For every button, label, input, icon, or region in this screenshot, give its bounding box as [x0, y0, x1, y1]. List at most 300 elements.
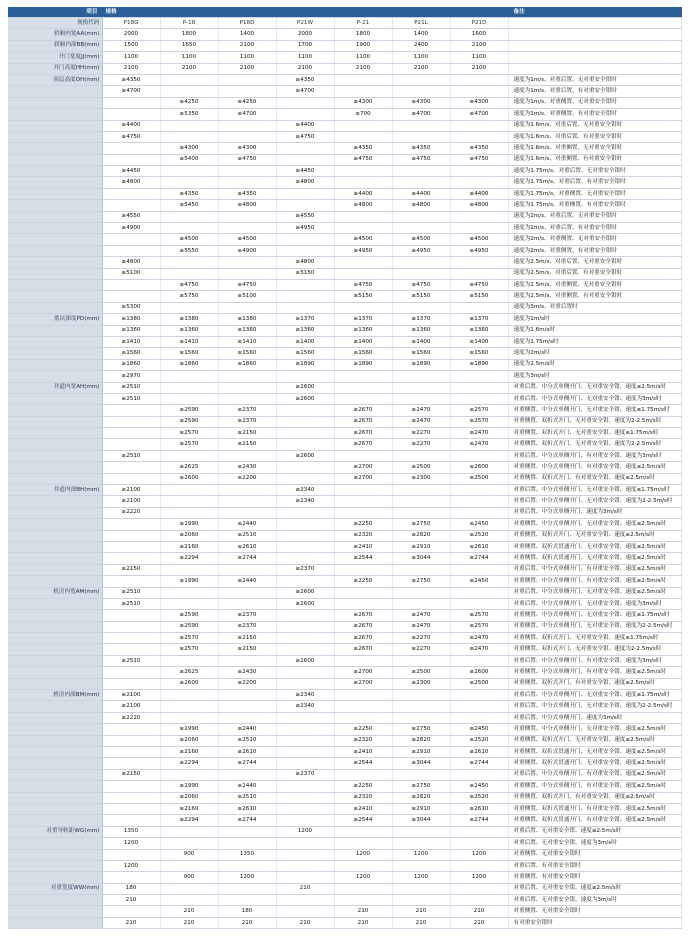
value-cell: [276, 530, 334, 541]
value-cell: 1200: [218, 872, 276, 883]
row-label: [8, 359, 102, 370]
value-cell: ≥2470: [392, 416, 450, 427]
value-cell: ≥2294: [160, 815, 218, 826]
value-cell: 1800: [334, 29, 392, 40]
value-cell: ≥4800: [392, 200, 450, 211]
value-cell: [276, 405, 334, 416]
note-cell: 对重后置、中分式单侧开门、有对重安全钳、速度≤2.5m/s时: [508, 769, 681, 780]
value-cell: ≥2150: [218, 644, 276, 655]
table-row: [8, 348, 681, 359]
value-cell: [450, 485, 508, 496]
header-spec-cell: 规格: [102, 7, 508, 18]
value-cell: ≥1370: [276, 314, 334, 325]
value-cell: 1400: [392, 29, 450, 40]
value-cell: ≥2470: [450, 439, 508, 450]
table-row: [8, 667, 681, 678]
value-cell: [276, 849, 334, 860]
value-cell: ≥2410: [334, 541, 392, 552]
value-cell: [334, 120, 392, 131]
value-cell: 900: [160, 872, 218, 883]
row-label: [8, 838, 102, 849]
value-cell: [392, 177, 450, 188]
value-cell: ≥1370: [334, 314, 392, 325]
value-cell: [334, 450, 392, 461]
model-code-cell: P18G: [102, 18, 160, 29]
note-cell: 对重侧置、无对重安全钳时: [508, 849, 681, 860]
note-cell: 速度为1.75m/s、对重后置、有对重安全钳时: [508, 177, 681, 188]
value-cell: ≥2410: [334, 747, 392, 758]
header-note-cell: 备注: [508, 7, 681, 18]
value-cell: ≥5550: [160, 245, 218, 256]
note-cell: 速度为1.75m/s、对重侧置、有对重安全钳时: [508, 200, 681, 211]
value-cell: [218, 838, 276, 849]
table-row: [8, 325, 681, 336]
value-cell: [160, 769, 218, 780]
value-cell: 210: [276, 917, 334, 928]
note-cell: 对重侧置、双折式开门、无对重安全钳、速度≤1.75m/s时: [508, 428, 681, 439]
value-cell: [102, 815, 160, 826]
note-cell: 对重侧置、双折式贯通开门、有对重安全钳、速度≤2.5m/s时: [508, 803, 681, 814]
value-cell: ≥4950: [334, 245, 392, 256]
value-cell: ≥2820: [392, 735, 450, 746]
value-cell: ≥4900: [102, 223, 160, 234]
table-row: [8, 849, 681, 860]
value-cell: [276, 439, 334, 450]
note-cell: 对重侧置、有对重安全钳时: [508, 872, 681, 883]
row-label: [8, 245, 102, 256]
value-cell: ≥1380: [160, 314, 218, 325]
value-cell: ≥2370: [218, 610, 276, 621]
value-cell: [450, 712, 508, 723]
value-cell: ≥1360: [450, 325, 508, 336]
value-cell: ≥4750: [276, 131, 334, 142]
value-cell: ≥4700: [218, 109, 276, 120]
note-cell: 速度为2m/s、对重侧置、有对重安全钳时: [508, 245, 681, 256]
note-cell: 对重后置、中分式单侧开门、无对重安全钳、速度≤1.75m/s时: [508, 690, 681, 701]
row-label: 顶层高度OH(mm): [8, 74, 102, 85]
value-cell: ≥2440: [218, 576, 276, 587]
value-cell: ≥2570: [160, 633, 218, 644]
row-label: [8, 496, 102, 507]
value-cell: [218, 257, 276, 268]
value-cell: ≥2500: [450, 473, 508, 484]
value-cell: ≥1560: [334, 348, 392, 359]
value-cell: 1200: [450, 849, 508, 860]
value-cell: [276, 712, 334, 723]
note-cell: 对重后置、中分式单侧开门、无对重安全钳、速度≤2.5m/s时: [508, 382, 681, 393]
value-cell: [276, 416, 334, 427]
value-cell: [102, 416, 160, 427]
table-row: [8, 758, 681, 769]
value-cell: [160, 496, 218, 507]
value-cell: [102, 633, 160, 644]
value-cell: 1350: [218, 849, 276, 860]
row-label: 底坑深度PD(mm): [8, 314, 102, 325]
note-cell: 对重侧置、中分式单侧开门、无对重安全钳、速度≤1.75m/s时: [508, 405, 681, 416]
row-label: [8, 268, 102, 279]
model-code-cell: P21L: [392, 18, 450, 29]
value-cell: [450, 120, 508, 131]
value-cell: [102, 428, 160, 439]
value-cell: ≥1370: [450, 314, 508, 325]
value-cell: 1100: [160, 52, 218, 63]
value-cell: [334, 223, 392, 234]
value-cell: [276, 781, 334, 792]
value-cell: [102, 234, 160, 245]
table-row: [8, 724, 681, 735]
value-cell: [392, 166, 450, 177]
value-cell: [218, 223, 276, 234]
value-cell: [392, 507, 450, 518]
row-label: [8, 200, 102, 211]
value-cell: [392, 496, 450, 507]
value-cell: ≥1360: [392, 325, 450, 336]
note-cell: 对重侧置、中分式单侧开门、有对重安全钳、速度≤2.5m/s时: [508, 781, 681, 792]
value-cell: ≥2060: [160, 792, 218, 803]
value-cell: ≥5300: [102, 302, 160, 313]
value-cell: [160, 302, 218, 313]
value-cell: [276, 553, 334, 564]
value-cell: ≥2150: [218, 633, 276, 644]
value-cell: ≥2570: [450, 610, 508, 621]
value-cell: ≥2410: [334, 803, 392, 814]
table-row: [8, 439, 681, 450]
value-cell: ≥1990: [160, 724, 218, 735]
row-label: [8, 644, 102, 655]
value-cell: [392, 701, 450, 712]
value-cell: ≥2670: [334, 428, 392, 439]
value-cell: [392, 690, 450, 701]
value-cell: [218, 655, 276, 666]
value-cell: [334, 655, 392, 666]
value-cell: [218, 485, 276, 496]
value-cell: ≥2250: [334, 781, 392, 792]
value-cell: ≥4700: [392, 109, 450, 120]
value-cell: [218, 120, 276, 131]
row-label: 井道内深BH(mm): [8, 485, 102, 496]
value-cell: [334, 838, 392, 849]
note-cell: 对重侧置、双折式开门、有对重安全钳、速度≤2.5m/s时: [508, 473, 681, 484]
note-cell: 速度为1.75m/s、对重后置、无对重安全钳时: [508, 166, 681, 177]
note-cell: 速度为1m/s、对重后置、无对重安全钳时: [508, 74, 681, 85]
value-cell: [160, 838, 218, 849]
row-label: [8, 803, 102, 814]
value-cell: ≥2544: [334, 815, 392, 826]
value-cell: ≥2150: [102, 769, 160, 780]
value-cell: ≥2610: [450, 541, 508, 552]
value-cell: [450, 177, 508, 188]
row-label: [8, 131, 102, 142]
value-cell: ≥2510: [218, 735, 276, 746]
value-cell: ≥2470: [450, 644, 508, 655]
value-cell: ≥2570: [450, 416, 508, 427]
value-cell: [160, 268, 218, 279]
note-cell: 速度为1.6m/s、对重后置、无对重安全钳时: [508, 120, 681, 131]
value-cell: [276, 302, 334, 313]
value-cell: ≥4750: [160, 279, 218, 290]
value-cell: [392, 302, 450, 313]
value-cell: [102, 803, 160, 814]
value-cell: [334, 883, 392, 894]
value-cell: ≥2520: [450, 735, 508, 746]
value-cell: [276, 906, 334, 917]
row-label: [8, 655, 102, 666]
note-cell: 对重后置、中分式单侧开门、有对重安全钳、速度≤2.5m/s时: [508, 564, 681, 575]
value-cell: [102, 872, 160, 883]
value-cell: 1650: [160, 40, 218, 51]
value-cell: ≥2590: [160, 416, 218, 427]
value-cell: ≥2300: [392, 678, 450, 689]
value-cell: ≥5150: [276, 268, 334, 279]
value-cell: [450, 587, 508, 598]
value-cell: [218, 883, 276, 894]
note-cell: 对重侧置、双折式贯通开门、无对重安全钳、速度≤2.5m/s时: [508, 747, 681, 758]
value-cell: 2100: [392, 63, 450, 74]
value-cell: [392, 598, 450, 609]
value-cell: ≥2250: [334, 576, 392, 587]
row-label: [8, 166, 102, 177]
value-cell: [218, 268, 276, 279]
row-label: [8, 348, 102, 359]
value-cell: [276, 667, 334, 678]
value-cell: 2100: [450, 40, 508, 51]
table-row: [8, 154, 681, 165]
value-cell: 2100: [276, 63, 334, 74]
value-cell: ≥2600: [276, 655, 334, 666]
value-cell: ≥2510: [102, 598, 160, 609]
value-cell: [160, 598, 218, 609]
value-cell: 210: [218, 917, 276, 928]
model-code-row: [8, 18, 681, 29]
value-cell: [450, 860, 508, 871]
table-row: [8, 838, 681, 849]
value-cell: [160, 826, 218, 837]
value-cell: ≥2670: [334, 439, 392, 450]
value-cell: ≥2430: [218, 462, 276, 473]
row-label: [8, 405, 102, 416]
table-row: [8, 257, 681, 268]
table-row: [8, 883, 681, 894]
value-cell: 210: [334, 917, 392, 928]
value-cell: ≥4550: [276, 211, 334, 222]
value-cell: [160, 211, 218, 222]
table-row: [8, 769, 681, 780]
value-cell: ≥2600: [276, 598, 334, 609]
table-row: [8, 587, 681, 598]
value-cell: ≥1360: [334, 325, 392, 336]
note-cell: 对重侧置、中分式单侧开门、无对重安全钳、速度≤1.75m/s时: [508, 610, 681, 621]
value-cell: [160, 485, 218, 496]
value-cell: 1200: [450, 872, 508, 883]
value-cell: ≥2370: [218, 621, 276, 632]
note-cell: 对重侧置、双折式开门、有对重安全钳、速度≤2.5m/s时: [508, 792, 681, 803]
model-code-label: 规格代码: [8, 18, 102, 29]
value-cell: ≥2300: [392, 473, 450, 484]
value-cell: [218, 895, 276, 906]
value-cell: ≥1560: [102, 348, 160, 359]
value-cell: [392, 120, 450, 131]
table-row: [8, 200, 681, 211]
value-cell: [102, 644, 160, 655]
value-cell: ≥2270: [392, 439, 450, 450]
value-cell: ≥2370: [276, 564, 334, 575]
note-cell: 对重侧置、双折式开门、无对重安全钳、速度≤1.75m/s时: [508, 633, 681, 644]
value-cell: ≥4350: [218, 188, 276, 199]
value-cell: ≥2470: [392, 405, 450, 416]
row-label: [8, 462, 102, 473]
value-cell: ≥4400: [450, 188, 508, 199]
value-cell: [334, 587, 392, 598]
note-cell: 对重后置、有对重安全钳时: [508, 860, 681, 871]
value-cell: [392, 564, 450, 575]
row-label: [8, 735, 102, 746]
value-cell: ≥1410: [160, 336, 218, 347]
value-cell: ≥2510: [102, 382, 160, 393]
value-cell: [102, 154, 160, 165]
value-cell: [276, 371, 334, 382]
table-row: [8, 74, 681, 85]
note-cell: 对重后置、中分式单侧开门、速度为3m/s时: [508, 712, 681, 723]
value-cell: [276, 621, 334, 632]
value-cell: ≥2670: [334, 633, 392, 644]
note-cell: 速度为1m/s、对重侧置、有对重安全钳时: [508, 109, 681, 120]
value-cell: [450, 371, 508, 382]
value-cell: ≥2750: [392, 781, 450, 792]
value-cell: ≥2744: [218, 553, 276, 564]
value-cell: [102, 405, 160, 416]
value-cell: ≥2160: [160, 541, 218, 552]
note-cell: 对重侧置、双折式开门、无对重安全钳、速度为2-2.5m/s时: [508, 416, 681, 427]
value-cell: ≥2610: [218, 747, 276, 758]
note-cell: 速度为2m/s、对重后置、无对重安全钳时: [508, 211, 681, 222]
value-cell: 1500: [102, 40, 160, 51]
note-cell: 对重侧置、中分式单侧开门、无对重安全钳、速度为2-2.5m/s时: [508, 621, 681, 632]
value-cell: [276, 291, 334, 302]
value-cell: ≥2100: [102, 701, 160, 712]
value-cell: ≥2220: [102, 712, 160, 723]
row-label: [8, 393, 102, 404]
value-cell: ≥3044: [392, 815, 450, 826]
value-cell: ≥2470: [450, 428, 508, 439]
value-cell: [392, 257, 450, 268]
value-cell: [218, 701, 276, 712]
table-row: [8, 564, 681, 575]
value-cell: [160, 701, 218, 712]
value-cell: [334, 712, 392, 723]
value-cell: 1350: [102, 826, 160, 837]
value-cell: ≥2590: [160, 610, 218, 621]
value-cell: ≥2500: [392, 667, 450, 678]
value-cell: ≥2744: [450, 553, 508, 564]
table-row: [8, 336, 681, 347]
value-cell: [160, 257, 218, 268]
value-cell: ≥1400: [334, 336, 392, 347]
value-cell: ≥1400: [276, 336, 334, 347]
value-cell: [450, 211, 508, 222]
value-cell: 1200: [102, 838, 160, 849]
value-cell: [276, 895, 334, 906]
row-label: [8, 815, 102, 826]
value-cell: ≥2450: [450, 519, 508, 530]
value-cell: [102, 97, 160, 108]
value-cell: [392, 860, 450, 871]
value-cell: ≥2625: [160, 667, 218, 678]
value-cell: ≥2570: [160, 644, 218, 655]
value-cell: [392, 382, 450, 393]
value-cell: [392, 895, 450, 906]
value-cell: [334, 382, 392, 393]
value-cell: ≥2370: [276, 769, 334, 780]
table-row: [8, 29, 681, 40]
note-cell: 速度为1m/s、对重后置、有对重安全钳时: [508, 86, 681, 97]
value-cell: [102, 849, 160, 860]
row-label: [8, 428, 102, 439]
value-cell: ≥2294: [160, 758, 218, 769]
table-row: [8, 223, 681, 234]
value-cell: ≥4750: [392, 279, 450, 290]
value-cell: [334, 485, 392, 496]
table-row: [8, 63, 681, 74]
table-row: [8, 621, 681, 632]
value-cell: [276, 803, 334, 814]
value-cell: [392, 393, 450, 404]
value-cell: ≥1560: [392, 348, 450, 359]
note-cell: 对重后置、中分式单侧开门、无对重安全钳、速度≤1.75m/s时: [508, 485, 681, 496]
value-cell: ≥1860: [218, 359, 276, 370]
value-cell: ≥2570: [450, 405, 508, 416]
note-cell: 对重侧置、中分式单侧开门、无对重安全钳、速度≤2.5m/s时: [508, 519, 681, 530]
value-cell: [392, 86, 450, 97]
note-cell: 对重侧置、双折式贯通开门、无对重安全钳、速度≤2.5m/s时: [508, 553, 681, 564]
value-cell: [450, 302, 508, 313]
value-cell: [218, 177, 276, 188]
row-label: [8, 473, 102, 484]
value-cell: ≥4550: [102, 211, 160, 222]
value-cell: [218, 496, 276, 507]
value-cell: [334, 257, 392, 268]
value-cell: 180: [102, 883, 160, 894]
value-cell: ≥4300: [160, 143, 218, 154]
value-cell: [102, 781, 160, 792]
value-cell: [160, 564, 218, 575]
value-cell: ≥2820: [392, 530, 450, 541]
value-cell: ≥2570: [160, 439, 218, 450]
table-row: [8, 553, 681, 564]
value-cell: 210: [102, 895, 160, 906]
value-cell: ≥4800: [450, 200, 508, 211]
value-cell: ≥2150: [102, 564, 160, 575]
note-cell: 对重侧置、中分式单侧开门、有对重安全钳、速度≤2.5m/s时: [508, 462, 681, 473]
value-cell: [218, 598, 276, 609]
value-cell: [450, 131, 508, 142]
value-cell: ≥1360: [160, 325, 218, 336]
value-cell: ≥2670: [334, 610, 392, 621]
table-row: [8, 302, 681, 313]
value-cell: ≥5150: [392, 291, 450, 302]
note-cell: [508, 52, 681, 63]
value-cell: [218, 564, 276, 575]
note-cell: 速度为1.6m/s、对重后置、有对重安全钳时: [508, 131, 681, 142]
value-cell: [392, 769, 450, 780]
value-cell: [102, 553, 160, 564]
value-cell: [218, 450, 276, 461]
value-cell: 2100: [160, 63, 218, 74]
value-cell: ≥2625: [160, 462, 218, 473]
value-cell: ≥2600: [450, 667, 508, 678]
value-cell: 210: [334, 906, 392, 917]
row-label: [8, 553, 102, 564]
value-cell: ≥1990: [160, 781, 218, 792]
